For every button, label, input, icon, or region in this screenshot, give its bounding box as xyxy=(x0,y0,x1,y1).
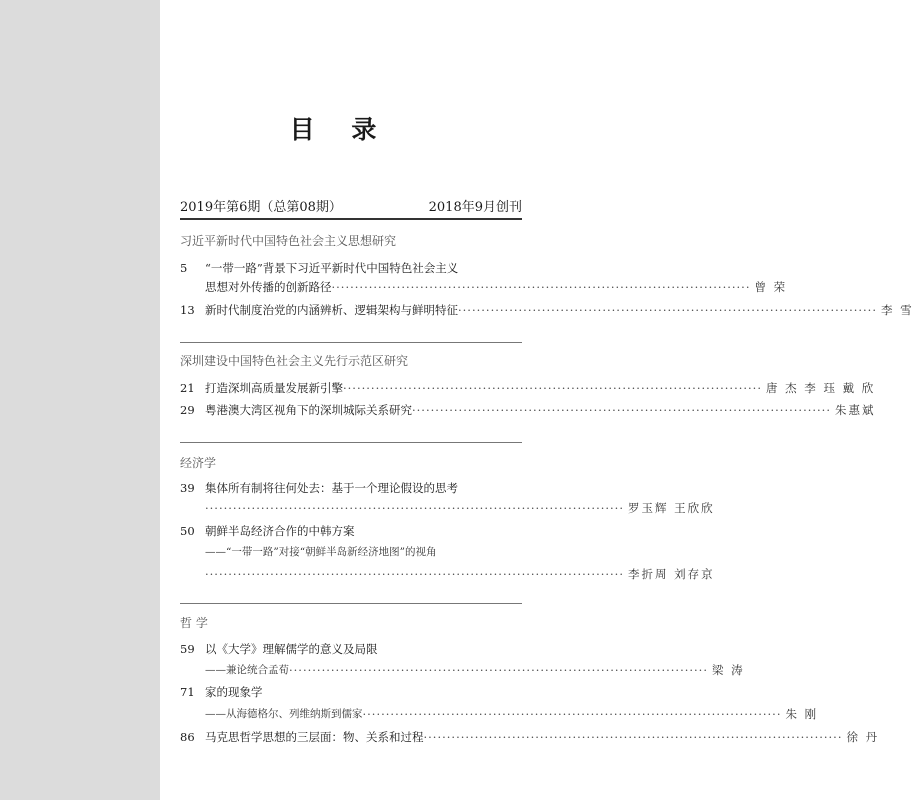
divider xyxy=(180,442,522,443)
entry-authors: 唐 杰 李 珏 戴 欣 xyxy=(766,381,876,395)
entry-title: “一带一路”背景下习近平新时代中国特色社会主义 xyxy=(205,261,459,275)
leader-dots xyxy=(343,380,762,397)
toc-entry[interactable] xyxy=(180,523,522,540)
page-title: 目 录 xyxy=(289,115,391,144)
entry-subtitle: ——兼论统合孟荀 xyxy=(205,664,289,676)
toc-entry-subtitle[interactable] xyxy=(180,662,745,679)
leader-dots xyxy=(205,566,624,583)
toc-entry-continued[interactable] xyxy=(180,566,715,583)
entry-title: 集体所有制将往何处去：基于一个理论假设的思考 xyxy=(205,481,458,495)
entry-subtitle: ——“一带一路”对接“朝鲜半岛新经济地图”的视角 xyxy=(205,546,437,558)
page-number: 59 xyxy=(180,642,195,656)
leader-dots xyxy=(412,402,831,419)
issue-number: 2019年第6期（总第08期） xyxy=(180,200,342,215)
entry-title: 以《大学》理解儒学的意义及局限 xyxy=(205,642,378,656)
leader-dots xyxy=(424,729,843,746)
page-number: 39 xyxy=(180,481,195,495)
toc-entry[interactable] xyxy=(180,380,876,397)
toc-entry-subtitle[interactable] xyxy=(180,706,819,723)
entry-authors: 罗玉辉 王欣欣 xyxy=(628,501,715,515)
toc-entry[interactable] xyxy=(180,480,522,497)
contents-page xyxy=(160,0,914,800)
entry-title: 马克思哲学思想的三层面：物、关系和过程 xyxy=(205,730,424,744)
page-number: 86 xyxy=(180,730,195,744)
page-number: 71 xyxy=(180,685,195,699)
entry-authors: 李折周 刘存京 xyxy=(628,567,715,581)
divider xyxy=(180,603,522,604)
entry-authors: 曾 荣 xyxy=(754,280,788,294)
left-margin-band xyxy=(0,0,160,800)
toc-entry-continued[interactable] xyxy=(180,500,715,517)
entry-title-line2: 思想对外传播的创新路径 xyxy=(205,280,332,294)
entry-title: 新时代制度治党的内涵辨析、逻辑架构与鲜明特征 xyxy=(205,303,458,317)
toc-entry[interactable] xyxy=(180,684,522,701)
section-title: 经济学 xyxy=(180,456,217,470)
leader-dots xyxy=(332,279,751,296)
entry-subtitle: ——从海德格尔、列维纳斯到儒家 xyxy=(205,708,363,720)
entry-authors: 李 雪 xyxy=(881,303,914,317)
leader-dots xyxy=(363,706,782,723)
entry-title: 家的现象学 xyxy=(205,685,263,699)
entry-title: 粤港澳大湾区视角下的深圳城际关系研究 xyxy=(205,403,412,417)
issue-info xyxy=(180,196,522,215)
entry-title: 打造深圳高质量发展新引擎 xyxy=(205,381,343,395)
page-number: 13 xyxy=(180,303,195,317)
entry-authors: 徐 丹 xyxy=(846,730,880,744)
toc-entry[interactable] xyxy=(180,641,522,658)
toc-entry[interactable] xyxy=(180,729,880,746)
entry-authors: 朱惠斌 xyxy=(835,403,876,417)
page-number: 5 xyxy=(180,261,188,275)
section-title: 哲 学 xyxy=(180,616,208,630)
leader-dots xyxy=(205,500,624,517)
entry-authors: 朱 刚 xyxy=(785,707,819,721)
page-number: 50 xyxy=(180,524,195,538)
toc-entry[interactable] xyxy=(180,402,876,419)
leader-dots xyxy=(289,662,708,679)
toc-entry[interactable] xyxy=(180,260,522,277)
entry-title: 朝鲜半岛经济合作的中韩方案 xyxy=(205,524,355,538)
section-title: 深圳建设中国特色社会主义先行示范区研究 xyxy=(180,354,409,368)
toc-entry[interactable] xyxy=(180,302,914,319)
entry-authors: 梁 涛 xyxy=(712,663,745,677)
divider xyxy=(180,218,522,220)
page-number: 29 xyxy=(180,403,195,417)
page-number: 21 xyxy=(180,381,195,395)
section-title: 习近平新时代中国特色社会主义思想研究 xyxy=(180,234,397,248)
toc-entry-continued[interactable] xyxy=(180,279,788,296)
founded-date: 2018年9月创刊 xyxy=(428,200,522,215)
toc-entry-subtitle[interactable] xyxy=(180,544,522,561)
leader-dots xyxy=(458,302,877,319)
divider xyxy=(180,342,522,343)
